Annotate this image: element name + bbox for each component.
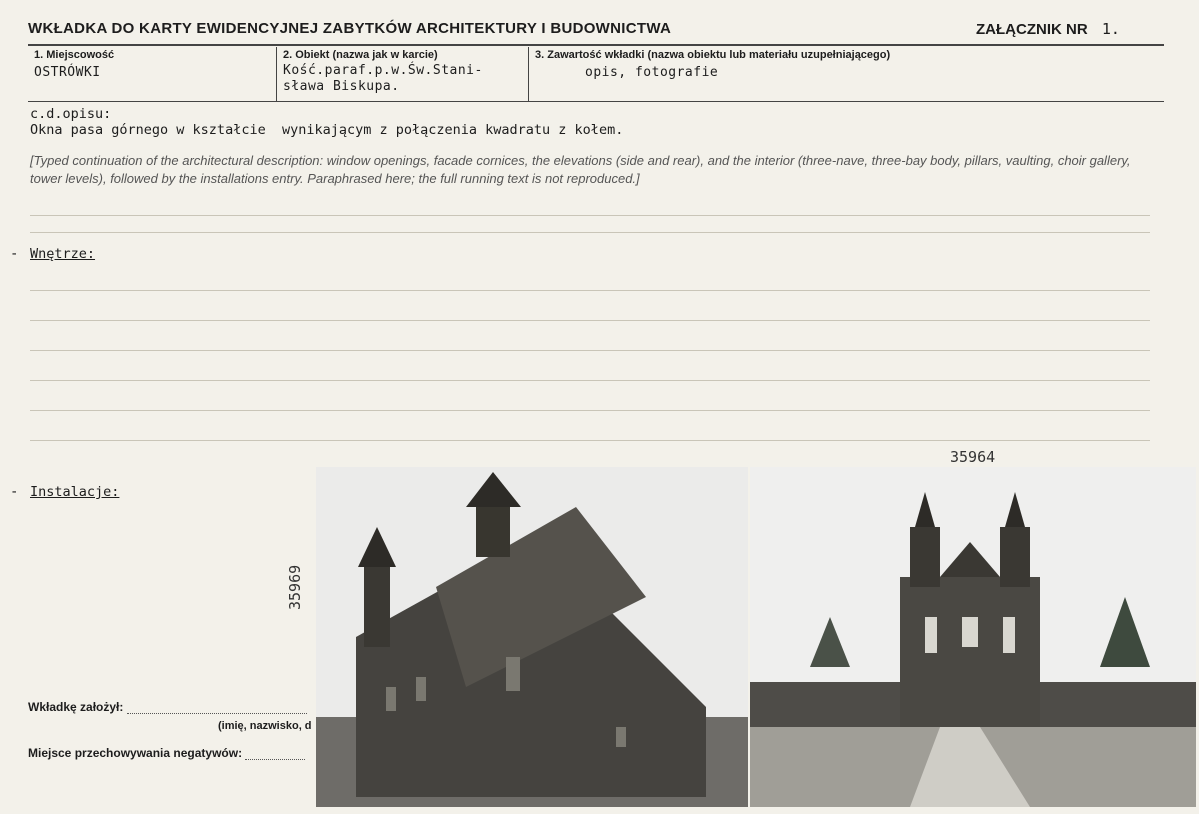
fields-bottom-rule — [28, 101, 1164, 102]
text-block-line — [30, 320, 1150, 321]
dash-installations: - — [10, 484, 19, 500]
continuation-label: c.d.opisu: — [30, 106, 112, 122]
church-front-photo-svg — [750, 467, 1196, 807]
opening-line: Okna pasa górnego w kształcie wynikającym z połączenia kwadratu z kołem. — [30, 122, 624, 138]
field-object — [276, 47, 528, 101]
field-place-value: OSTRÓWKI — [34, 65, 101, 80]
annex-number: 1. — [1101, 20, 1120, 38]
field-object-label: 2. Obiekt (nazwa jak w karcie) — [283, 49, 438, 61]
founder-label-text: Wkładkę założył: — [28, 700, 124, 714]
photo-church-side — [316, 467, 748, 807]
right-photo-mark: 35964 — [950, 448, 996, 466]
photo-church-front — [750, 467, 1196, 807]
church-side-photo-svg — [316, 467, 748, 807]
field-object-value-2: sława Biskupa. — [283, 79, 400, 94]
negatives-line — [245, 759, 305, 760]
installations-label: Instalacje: — [30, 484, 120, 500]
left-photo-mark: 35969 — [286, 564, 304, 610]
field-content-label: 3. Zawartość wkładki (nazwa obiektu lub materiału uzupełniającego) — [535, 49, 891, 61]
text-block-line — [30, 215, 1150, 216]
founder-label — [28, 700, 307, 714]
text-block-line — [30, 350, 1150, 351]
dash-interior: - — [10, 246, 19, 262]
annex-label-text: ZAŁĄCZNIK NR — [976, 21, 1088, 38]
description-summary: [Typed continuation of the architectural description: window openings, facade cornices, the elevations (side and rear), and the interior (three-nave, three-bay body, pillars, vaulting, choir gallery, tower levels), followed by the installations entry. Paraphrased here; the full running text is not reproduced.] — [30, 153, 1131, 186]
annex-label — [976, 20, 1120, 38]
founder-hint: (imię, nazwisko, d — [218, 720, 312, 732]
field-place-label: 1. Miejscowość — [34, 49, 115, 61]
page-title: WKŁADKA DO KARTY EWIDENCYJNEJ ZABYTKÓW ARCHITEKTURY I BUDOWNICTWA — [28, 20, 672, 37]
text-block-line — [30, 290, 1150, 291]
founder-line — [127, 713, 307, 714]
field-content — [528, 47, 1164, 101]
top-rule — [28, 44, 1164, 46]
field-content-value: opis, fotografie — [585, 65, 719, 80]
text-block-line — [30, 440, 1150, 441]
negatives-label-text: Miejsce przechowywania negatywów: — [28, 746, 243, 760]
text-block-line — [30, 410, 1150, 411]
field-place — [28, 47, 276, 101]
text-block-line — [30, 232, 1150, 233]
interior-label: Wnętrze: — [30, 246, 96, 262]
negatives-label — [28, 746, 305, 760]
text-block-line — [30, 380, 1150, 381]
field-object-value-1: Kość.paraf.p.w.Św.Stani- — [283, 63, 483, 78]
